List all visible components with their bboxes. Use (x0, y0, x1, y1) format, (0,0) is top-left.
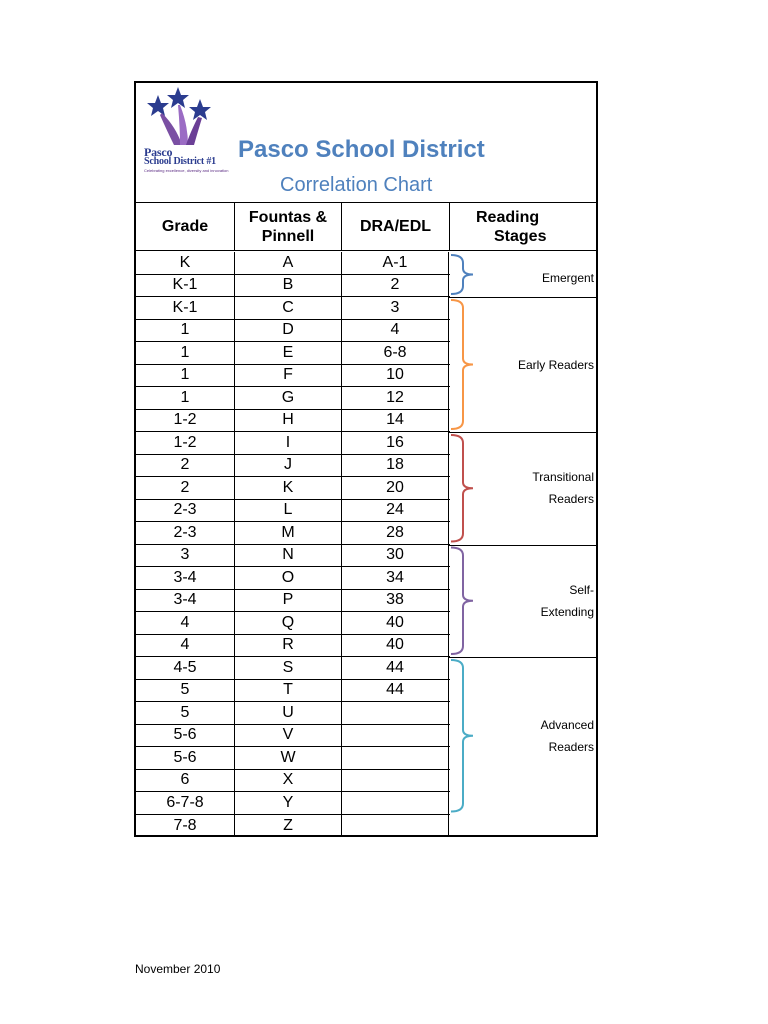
fountas-pinnell-cell: G (235, 387, 342, 409)
fountas-pinnell-cell: R (235, 635, 342, 657)
stage-label-early-readers (518, 354, 594, 376)
table-row (136, 792, 450, 815)
dra-edl-cell: 24 (342, 500, 449, 522)
fountas-pinnell-cell: C (235, 297, 342, 319)
grade-cell: 2-3 (136, 522, 235, 544)
dra-edl-cell: 3 (342, 297, 449, 319)
dra-edl-cell: 4 (342, 320, 449, 342)
dra-edl-cell: 16 (342, 432, 449, 454)
grade-cell: 4 (136, 635, 235, 657)
fountas-pinnell-cell: K (235, 477, 342, 499)
dra-edl-cell: 38 (342, 590, 449, 612)
fountas-pinnell-cell: W (235, 747, 342, 769)
fountas-pinnell-cell: J (235, 455, 342, 477)
dra-edl-cell: 20 (342, 477, 449, 499)
grade-cell: 2-3 (136, 500, 235, 522)
bracket-early-readers (451, 300, 473, 429)
header-grade: Grade (136, 203, 235, 251)
stage-label-line: Readers (548, 492, 594, 507)
fountas-pinnell-cell: U (235, 702, 342, 724)
stage-label-transitional-readers (532, 466, 594, 510)
table-row (136, 657, 450, 680)
dra-edl-cell (342, 815, 449, 838)
header-stages-line1: Reading (476, 208, 540, 226)
grade-cell: 1 (136, 387, 235, 409)
dra-edl-cell: 44 (342, 680, 449, 702)
logo-name (144, 147, 244, 167)
grade-cell: 5 (136, 680, 235, 702)
grade-cell: 6 (136, 770, 235, 792)
table-row (136, 297, 450, 320)
table-row (136, 455, 450, 478)
dra-edl-cell: 28 (342, 522, 449, 544)
grade-cell: 1-2 (136, 410, 235, 432)
fountas-pinnell-cell: S (235, 657, 342, 679)
grade-cell: 2 (136, 477, 235, 499)
chart-header (136, 83, 596, 203)
table-row (136, 725, 450, 748)
dra-edl-cell: 40 (342, 612, 449, 634)
table-row (136, 815, 450, 838)
stage-label-line: Extending (540, 604, 594, 619)
fountas-pinnell-cell: E (235, 342, 342, 364)
table-row (136, 320, 450, 343)
dra-edl-cell (342, 725, 449, 747)
grade-cell: 1-2 (136, 432, 235, 454)
fountas-pinnell-cell: V (235, 725, 342, 747)
fountas-pinnell-cell: X (235, 770, 342, 792)
fountas-pinnell-cell: P (235, 590, 342, 612)
header-fountas-pinnell (235, 203, 342, 251)
dra-edl-cell (342, 702, 449, 724)
table-row (136, 522, 450, 545)
grade-cell: 4 (136, 612, 235, 634)
dra-edl-cell: 14 (342, 410, 449, 432)
fountas-pinnell-cell: Z (235, 815, 342, 838)
grade-cell: 3-4 (136, 590, 235, 612)
table-row (136, 567, 450, 590)
dra-edl-cell: 40 (342, 635, 449, 657)
table-row (136, 590, 450, 613)
fountas-pinnell-cell: O (235, 567, 342, 589)
grade-cell: 3-4 (136, 567, 235, 589)
stage-label-line: Readers (548, 739, 594, 754)
table-row (136, 612, 450, 635)
fountas-pinnell-cell: Q (235, 612, 342, 634)
grade-cell: 1 (136, 342, 235, 364)
table-row (136, 635, 450, 658)
stage-brackets (449, 252, 509, 835)
grade-cell: 5 (136, 702, 235, 724)
table-row (136, 252, 450, 275)
fountas-pinnell-cell: L (235, 500, 342, 522)
fountas-pinnell-cell: T (235, 680, 342, 702)
table-row (136, 410, 450, 433)
stage-label-line: Advanced (540, 717, 594, 732)
stage-label-line: Self- (569, 582, 594, 597)
stage-label-line: Emergent (541, 270, 594, 285)
bracket-advanced-readers (451, 660, 473, 812)
bracket-emergent (451, 255, 473, 294)
header-fp-line2: Pinnell (261, 227, 315, 245)
fountas-pinnell-cell: N (235, 545, 342, 567)
fountas-pinnell-cell: D (235, 320, 342, 342)
table-row (136, 275, 450, 298)
page-subtitle: Correlation Chart (280, 174, 433, 196)
grade-cell: 1 (136, 365, 235, 387)
stage-label-line: Transitional (532, 470, 594, 485)
fountas-pinnell-cell: M (235, 522, 342, 544)
dra-edl-cell: 18 (342, 455, 449, 477)
table-row (136, 365, 450, 388)
grade-cell: 5-6 (136, 747, 235, 769)
dra-edl-cell (342, 747, 449, 769)
dra-edl-cell: A-1 (342, 252, 449, 274)
dra-edl-cell: 2 (342, 275, 449, 297)
dra-edl-cell (342, 770, 449, 792)
grade-cell: K (136, 252, 235, 274)
grade-cell: 3 (136, 545, 235, 567)
header-stages-line2: Stages (494, 227, 547, 245)
grade-cell: 6-7-8 (136, 792, 235, 814)
table-body (136, 252, 450, 837)
header-fp-line1: Fountas & (248, 208, 328, 226)
logo-name-line1: Pasco (144, 145, 173, 159)
bracket-transitional-readers (451, 435, 473, 542)
grade-cell: K-1 (136, 297, 235, 319)
table-row (136, 500, 450, 523)
grade-cell: 5-6 (136, 725, 235, 747)
stage-label-line: Early Readers (517, 357, 594, 372)
table-row (136, 432, 450, 455)
bracket-self-extending (451, 548, 473, 655)
logo-name-line2: School District #1 (144, 156, 216, 167)
dra-edl-cell: 44 (342, 657, 449, 679)
stars-people-icon (140, 85, 240, 147)
dra-edl-cell: 34 (342, 567, 449, 589)
fountas-pinnell-cell: Y (235, 792, 342, 814)
fountas-pinnell-cell: F (235, 365, 342, 387)
correlation-chart (134, 81, 598, 837)
district-logo (140, 85, 240, 175)
dra-edl-cell: 6-8 (342, 342, 449, 364)
dra-edl-cell: 12 (342, 387, 449, 409)
logo-tagline: Celebrating excellence, diversity and innovation (144, 168, 229, 173)
table-row (136, 477, 450, 500)
footer-date: November 2010 (135, 962, 221, 976)
table-row (136, 702, 450, 725)
dra-edl-cell: 30 (342, 545, 449, 567)
table-row (136, 545, 450, 568)
grade-cell: 2 (136, 455, 235, 477)
dra-edl-cell: 10 (342, 365, 449, 387)
table-row (136, 342, 450, 365)
dra-edl-cell (342, 792, 449, 814)
page-title: Pasco School District (238, 136, 485, 163)
stage-label-advanced-readers (541, 714, 594, 758)
grade-cell: K-1 (136, 275, 235, 297)
table-row (136, 747, 450, 770)
fountas-pinnell-cell: H (235, 410, 342, 432)
grade-cell: 7-8 (136, 815, 235, 838)
table-row (136, 680, 450, 703)
fountas-pinnell-cell: B (235, 275, 342, 297)
header-dra-edl: DRA/EDL (342, 203, 450, 251)
stage-label-emergent (542, 267, 594, 289)
table-row (136, 387, 450, 410)
header-reading-stages (450, 203, 596, 251)
stage-label-self-extending (541, 579, 594, 623)
table-row (136, 770, 450, 793)
fountas-pinnell-cell: I (235, 432, 342, 454)
grade-cell: 4-5 (136, 657, 235, 679)
grade-cell: 1 (136, 320, 235, 342)
fountas-pinnell-cell: A (235, 252, 342, 274)
